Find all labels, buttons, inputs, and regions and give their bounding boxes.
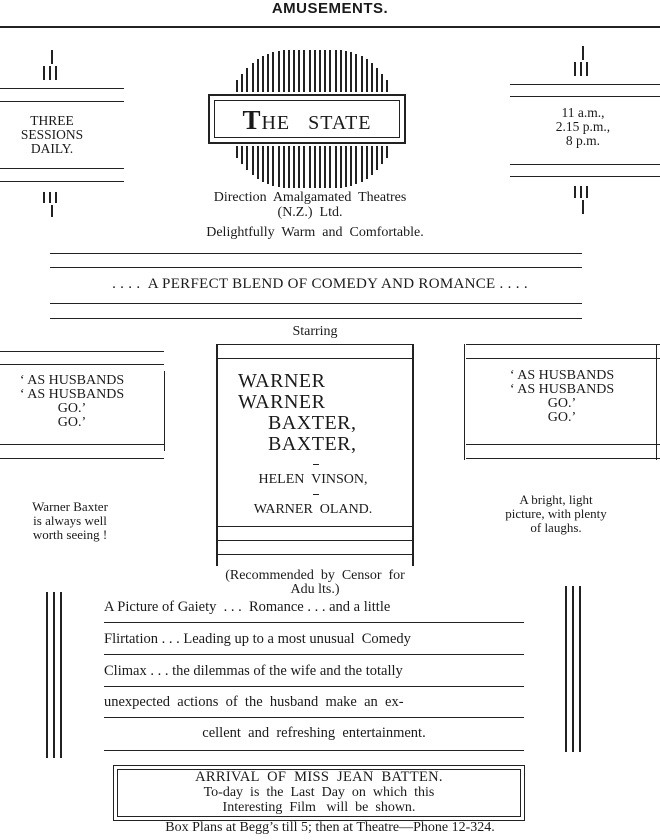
rule — [218, 554, 412, 555]
rule — [510, 176, 660, 177]
rule — [218, 526, 412, 527]
sessions-text: THREE SESSIONS DAILY. — [20, 113, 84, 156]
rule — [510, 84, 660, 85]
section-title: AMUSEMENTS. — [271, 0, 389, 17]
censor-note: (Recommended by Censor for Adu lts.) — [225, 568, 405, 597]
rule — [0, 444, 164, 445]
rule — [164, 371, 165, 451]
dash — [313, 464, 319, 465]
play-title-right: ‘ AS HUSBANDS ‘ AS HUSBANDS GO.’ GO.’ — [509, 368, 615, 425]
ornament-ticks — [43, 66, 57, 80]
rule — [50, 267, 582, 268]
jean-batten-line: To-day is the Last Day on which this — [203, 785, 435, 800]
rule — [104, 654, 524, 655]
rule — [218, 540, 412, 541]
rule — [104, 622, 524, 623]
rule — [466, 444, 660, 445]
blurb-line: cellent and refreshing entertainment. — [202, 725, 426, 741]
blurb-line: Climax . . . the dilemmas of the wife and the totally — [104, 663, 403, 679]
rule — [510, 164, 660, 165]
ornament-column-right — [565, 586, 581, 752]
tagline: . . . . A PERFECT BLEND OF COMEDY AND ROMANCE . . . . — [112, 276, 528, 292]
blurb-line: unexpected actions of the husband make an ex- — [104, 694, 404, 710]
rule — [104, 686, 524, 687]
supporting-actor-2: WARNER OLAND. — [253, 502, 373, 517]
theatre-name: THE STATE — [242, 105, 372, 135]
ornament-line — [51, 50, 53, 64]
rule — [218, 344, 412, 345]
ornament-ticks — [574, 186, 588, 198]
play-title-left: ‘ AS HUSBANDS ‘ AS HUSBANDS GO.’ GO.’ — [19, 373, 125, 430]
ornament-ticks — [574, 62, 588, 76]
rule — [656, 344, 657, 460]
rule — [0, 181, 124, 182]
rule — [104, 750, 524, 751]
theatre-name-box — [208, 94, 406, 144]
rule — [0, 101, 124, 102]
rule — [50, 318, 582, 319]
rule — [50, 303, 582, 304]
rule — [104, 717, 524, 718]
marquee-crown — [236, 50, 388, 92]
rule — [0, 364, 164, 365]
comment-right: A bright, light picture, with plenty of laughs. — [505, 492, 607, 535]
rule — [218, 358, 412, 359]
rule — [466, 358, 660, 359]
blurb-line: Flirtation . . . Leading up to a most unusual Comedy — [104, 631, 411, 647]
jean-batten-line: Interesting Film will be shown. — [222, 800, 416, 815]
ornament-line — [582, 200, 584, 214]
rule — [466, 458, 660, 459]
jean-batten-title: ARRIVAL OF MISS JEAN BATTEN. — [195, 769, 443, 785]
blurb-line: A Picture of Gaiety . . . Romance . . . and a little — [104, 599, 391, 615]
header-rule — [0, 26, 660, 28]
ornament-line — [51, 205, 53, 217]
rule — [464, 344, 465, 460]
rule — [0, 88, 124, 89]
starring-label: Starring — [292, 324, 338, 339]
rule — [0, 458, 164, 459]
rule — [510, 96, 660, 97]
box-plans-note: Box Plans at Begg’s till 5; then at Theatre—Phone 12-324. — [165, 820, 495, 835]
star-names: WARNER WARNER BAXTER, BAXTER, — [238, 370, 357, 455]
rule — [0, 168, 124, 169]
rule — [0, 351, 164, 352]
marquee-base — [236, 146, 388, 188]
direction-text: Direction Amalgamated Theatres (N.Z.) Ltd. — [213, 190, 407, 220]
rule — [50, 253, 582, 254]
supporting-actor-1: HELEN VINSON, — [258, 472, 368, 487]
comfort-text: Delightfully Warm and Comfortable. — [206, 225, 424, 240]
ornament-column-left — [46, 592, 62, 758]
ornament-ticks — [43, 192, 57, 203]
ornament-line — [582, 46, 584, 60]
session-times: 11 a.m., 2.15 p.m., 8 p.m. — [555, 105, 611, 148]
comment-left: Warner Baxter is always well worth seeing ! — [32, 499, 108, 542]
dash — [313, 494, 319, 495]
rule — [466, 344, 660, 345]
